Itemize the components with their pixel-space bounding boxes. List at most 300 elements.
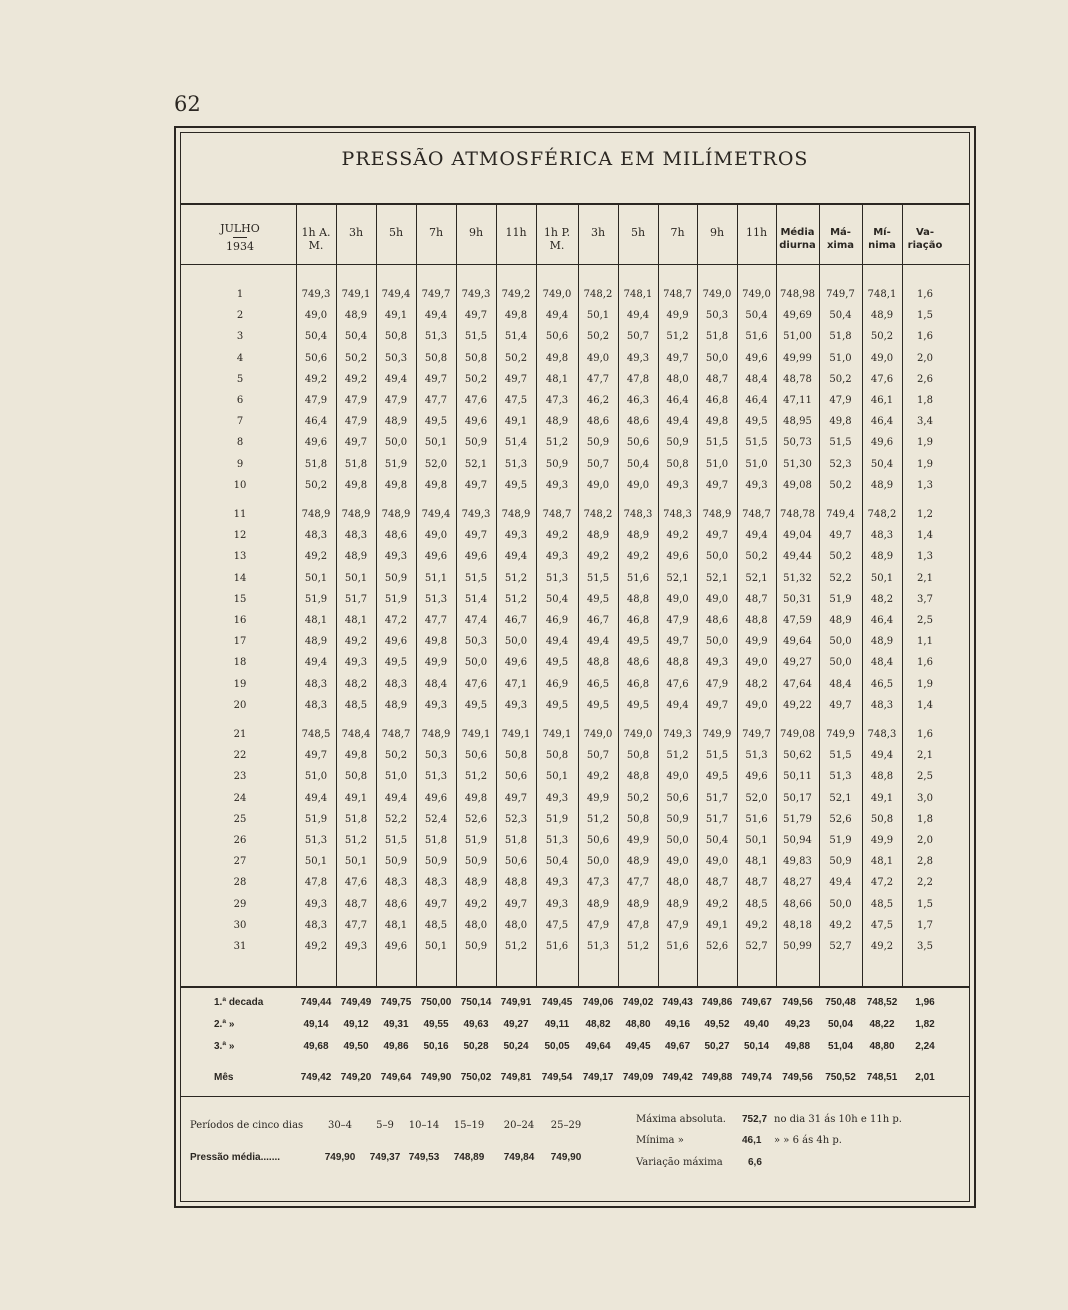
table-cell: 49,22 (783, 699, 812, 711)
table-cell: 47,9 (586, 919, 610, 931)
table-cell: 48,6 (705, 615, 729, 626)
table-cell: 49,4 (586, 636, 610, 648)
summary-label: 2.ª » (214, 1019, 235, 1030)
table-cell: 49,3 (384, 551, 408, 563)
summary-cell: 749,45 (541, 997, 573, 1008)
table-cell: 49,27 (783, 657, 812, 669)
table-cell: 50,31 (783, 593, 812, 605)
table-cell: 50,8 (666, 458, 689, 470)
summary-cell: 1,96 (915, 997, 935, 1008)
table-cell: 47,8 (626, 919, 650, 931)
table-cell: 50,4 (705, 835, 729, 846)
table-cell: 749,1 (501, 729, 531, 740)
summary-cell: 48,80 (869, 1041, 895, 1052)
table-cell: 48,6 (586, 416, 610, 428)
period-range: 15–19 (453, 1120, 485, 1131)
summary-cell: 749,81 (500, 1072, 532, 1083)
table-cell: 51,6 (666, 941, 689, 952)
table-cell: 50,0 (504, 636, 528, 648)
table-cell: 50,1 (344, 856, 368, 868)
summary-cell: 49,12 (343, 1019, 369, 1030)
table-cell: 2,5 (917, 615, 933, 626)
table-cell: 50,6 (504, 856, 528, 868)
table-cell: 47,9 (304, 395, 328, 406)
table-cell: 1,4 (917, 699, 933, 711)
table-cell: 48,5 (870, 898, 894, 910)
table-cell: 49,7 (504, 373, 528, 385)
table-cell: 51,4 (464, 593, 488, 605)
table-cell: 748,2 (583, 289, 613, 300)
day-label: 30 (233, 919, 247, 931)
table-cell: 51,3 (424, 331, 448, 343)
table-cell: 48,3 (344, 530, 368, 542)
table-cell: 49,5 (545, 699, 569, 711)
table-cell: 749,3 (461, 509, 491, 520)
table-cell: 49,0 (304, 310, 328, 322)
day-label: 12 (233, 530, 247, 542)
table-cell: 51,0 (829, 352, 852, 364)
column-header: Média diurna (779, 227, 816, 251)
table-cell: 50,6 (666, 792, 689, 804)
table-cell: 749,0 (583, 729, 613, 740)
table-cell: 49,7 (424, 898, 448, 910)
table-cell: 49,2 (545, 530, 569, 542)
table-cell: 49,1 (870, 792, 894, 804)
table-cell: 51,9 (384, 458, 408, 470)
table-cell: 1,3 (917, 479, 933, 491)
table-cell: 50,6 (304, 352, 328, 364)
day-label: 18 (233, 657, 247, 669)
table-cell: 50,9 (464, 856, 488, 868)
table-cell: 47,5 (545, 919, 569, 931)
table-cell: 50,9 (586, 437, 610, 449)
table-cell: 749,3 (461, 289, 491, 300)
table-cell: 49,3 (545, 792, 569, 804)
table-cell: 48,5 (745, 898, 768, 910)
table-cell: 49,83 (783, 856, 812, 868)
table-cell: 51,3 (829, 771, 852, 783)
table-cell: 47,7 (424, 395, 448, 406)
table-cell: 51,5 (586, 572, 610, 584)
table-cell: 46,4 (870, 416, 894, 428)
table-cell: 48,6 (384, 898, 408, 910)
min-value: 46,1 (742, 1135, 762, 1146)
summary-cell: 749,91 (500, 997, 532, 1008)
table-cell: 49,5 (545, 657, 569, 669)
table-cell: 48,8 (586, 657, 610, 669)
summary-cell: 49,40 (743, 1019, 770, 1030)
table-cell: 49,7 (666, 352, 689, 364)
table-cell: 49,2 (829, 919, 852, 931)
summary-cell: 50,24 (503, 1041, 529, 1052)
table-cell: 48,3 (384, 678, 408, 690)
table-cell: 49,6 (384, 636, 408, 648)
table-cell: 48,1 (384, 919, 408, 931)
table-cell: 46,9 (545, 615, 569, 626)
table-cell: 50,8 (464, 352, 488, 364)
column-header: 5h (630, 226, 646, 239)
table-cell: 49,0 (745, 657, 768, 669)
table-cell: 1,5 (917, 310, 933, 322)
summary-cell: 49,45 (625, 1041, 651, 1052)
table-cell: 50,1 (545, 771, 569, 783)
column-header: 3h (348, 226, 364, 239)
table-cell: 49,7 (424, 373, 448, 385)
table-cell: 49,5 (504, 479, 528, 491)
summary-cell: 50,27 (704, 1041, 730, 1052)
table-cell: 3,4 (917, 416, 933, 428)
table-cell: 749,4 (421, 509, 451, 520)
table-cell: 50,8 (424, 352, 448, 364)
summary-cell: 50,14 (743, 1041, 770, 1052)
table-cell: 3,7 (917, 593, 933, 605)
table-cell: 749,0 (623, 729, 653, 740)
table-cell: 50,0 (829, 657, 852, 669)
table-cell: 46,7 (586, 615, 610, 626)
table-cell: 50,0 (586, 856, 610, 868)
summary-cell: 749,43 (662, 997, 693, 1008)
table-cell: 49,4 (666, 416, 689, 428)
table-cell: 1,3 (917, 551, 933, 563)
summary-cell: 50,28 (463, 1041, 489, 1052)
table-cell: 49,2 (586, 771, 610, 783)
table-cell: 49,6 (424, 792, 448, 804)
table-cell: 49,0 (705, 593, 729, 605)
day-label: 25 (233, 813, 247, 825)
table-cell: 49,7 (304, 750, 328, 762)
table-cell: 47,5 (504, 395, 528, 406)
table-cell: 51,0 (705, 458, 729, 470)
summary-cell: 749,75 (380, 997, 412, 1008)
table-cell: 50,6 (586, 835, 610, 846)
column-header: Mí- nima (868, 227, 896, 251)
table-cell: 2,0 (917, 835, 933, 846)
pressure-value: 749,84 (503, 1152, 535, 1163)
table-cell: 49,0 (705, 856, 729, 868)
summary-cell: 49,88 (784, 1041, 811, 1052)
table-cell: 2,2 (917, 877, 933, 889)
table-cell: 51,8 (304, 458, 328, 470)
table-cell: 49,08 (783, 479, 812, 491)
day-label: 20 (233, 699, 247, 711)
table-cell: 52,1 (745, 572, 768, 584)
summary-cell: 48,80 (625, 1019, 651, 1030)
column-header: 3h (590, 226, 606, 239)
table-cell: 748,98 (780, 289, 815, 300)
table-cell: 50,94 (783, 835, 812, 846)
day-label: 7 (236, 416, 244, 428)
table-cell: 48,4 (870, 657, 894, 669)
table-cell: 51,5 (464, 572, 488, 584)
day-label: 21 (233, 729, 247, 740)
table-cell: 49,5 (384, 657, 408, 669)
table-cell: 49,9 (870, 835, 894, 846)
table-cell: 48,8 (870, 771, 894, 783)
summary-cell: 750,52 (825, 1072, 856, 1083)
table-cell: 51,8 (344, 458, 368, 470)
table-cell: 50,3 (464, 636, 488, 648)
table-cell: 51,9 (384, 593, 408, 605)
table-cell: 50,9 (424, 856, 448, 868)
table-cell: 50,4 (344, 331, 368, 343)
table-cell: 51,4 (504, 437, 528, 449)
table-cell: 49,4 (384, 792, 408, 804)
table-cell: 47,3 (545, 395, 569, 406)
table-cell: 49,4 (424, 310, 448, 322)
table-cell: 49,3 (705, 657, 729, 669)
table-cell: 50,4 (545, 593, 569, 605)
table-cell: 48,18 (783, 919, 812, 931)
summary-label: Mês (214, 1072, 234, 1083)
table-cell: 46,3 (626, 395, 650, 406)
table-cell: 51,8 (424, 835, 448, 846)
summary-cell: 49,27 (503, 1019, 529, 1030)
table-cell: 52,1 (666, 572, 689, 584)
table-cell: 50,2 (626, 792, 650, 804)
summary-cell: 749,56 (782, 997, 813, 1008)
table-cell: 49,7 (464, 479, 488, 491)
summary-cell: 749,09 (622, 1072, 654, 1083)
table-cell: 50,0 (464, 657, 488, 669)
table-cell: 49,6 (464, 416, 488, 428)
table-cell: 51,2 (344, 835, 368, 846)
summary-cell: 749,42 (662, 1072, 693, 1083)
table-cell: 49,9 (586, 792, 610, 804)
table-cell: 50,9 (464, 437, 488, 449)
table-cell: 48,1 (745, 856, 768, 868)
table-cell: 50,3 (705, 310, 729, 322)
table-cell: 49,69 (783, 310, 812, 322)
column-header: 9h (709, 226, 725, 239)
table-cell: 50,6 (545, 331, 569, 343)
day-label: 16 (233, 615, 247, 626)
min-note: » » 6 ás 4h p. (774, 1135, 842, 1146)
table-cell: 50,1 (424, 941, 448, 952)
table-cell: 51,3 (586, 941, 610, 952)
table-cell: 46,8 (705, 395, 729, 406)
summary-cell: 49,64 (585, 1041, 611, 1052)
table-cell: 1,6 (917, 729, 933, 740)
day-label: 19 (233, 678, 247, 690)
table-cell: 48,8 (504, 877, 528, 889)
table-cell: 49,1 (705, 919, 729, 931)
table-cell: 50,2 (344, 352, 368, 364)
table-cell: 48,5 (344, 699, 368, 711)
table-cell: 49,8 (705, 416, 729, 428)
table-cell: 52,7 (745, 941, 768, 952)
table-cell: 49,6 (424, 551, 448, 563)
table-cell: 1,9 (917, 678, 933, 690)
table-cell: 48,4 (829, 678, 852, 690)
table-cell: 49,8 (829, 416, 852, 428)
table-cell: 48,0 (504, 919, 528, 931)
summary-cell: 49,16 (664, 1019, 691, 1030)
table-cell: 47,8 (304, 877, 328, 889)
table-cell: 52,1 (829, 792, 852, 804)
summary-cell: 50,04 (827, 1019, 854, 1030)
table-cell: 49,9 (626, 835, 650, 846)
table-cell: 49,44 (783, 551, 812, 563)
table-cell: 49,8 (545, 352, 569, 364)
summary-cell: 49,11 (544, 1019, 570, 1030)
table-cell: 50,1 (870, 572, 894, 584)
table-cell: 49,2 (304, 941, 328, 952)
table-cell: 51,0 (304, 771, 328, 783)
table-cell: 50,0 (705, 636, 729, 648)
table-cell: 49,3 (344, 657, 368, 669)
table-cell: 748,9 (421, 729, 451, 740)
table-cell: 50,6 (504, 771, 528, 783)
day-label: 27 (233, 856, 247, 868)
table-cell: 52,0 (745, 792, 768, 804)
table-cell: 48,3 (304, 919, 328, 931)
table-cell: 47,7 (424, 615, 448, 626)
table-cell: 48,9 (586, 530, 610, 542)
table-cell: 52,6 (705, 941, 729, 952)
table-cell: 50,2 (384, 750, 408, 762)
pressure-value: 749,90 (324, 1152, 356, 1163)
summary-cell: 749,67 (741, 997, 772, 1008)
table-cell: 48,1 (304, 615, 328, 626)
table-cell: 52,0 (424, 458, 448, 470)
page-number: 62 (174, 92, 201, 116)
table-cell: 47,9 (344, 416, 368, 428)
table-cell: 49,2 (344, 373, 368, 385)
table-cell: 48,9 (829, 615, 852, 626)
day-label: 5 (236, 373, 244, 385)
pressure-label: Pressão média....... (190, 1152, 281, 1163)
table-cell: 49,5 (626, 699, 650, 711)
table-cell: 48,1 (545, 373, 569, 385)
table-cell: 48,6 (384, 530, 408, 542)
table-cell: 51,9 (464, 835, 488, 846)
table-cell: 51,4 (504, 331, 528, 343)
table-cell: 49,3 (626, 352, 650, 364)
table-cell: 49,5 (586, 699, 610, 711)
table-cell: 48,3 (424, 877, 448, 889)
table-cell: 49,8 (424, 636, 448, 648)
summary-cell: 749,86 (701, 997, 733, 1008)
table-cell: 749,2 (501, 289, 531, 300)
table-cell: 50,4 (745, 310, 768, 322)
month-label: JULHO (220, 222, 260, 235)
summary-cell: 51,04 (827, 1041, 854, 1052)
table-cell: 48,6 (626, 657, 650, 669)
table-cell: 49,7 (705, 699, 729, 711)
table-cell: 47,6 (464, 395, 488, 406)
table-cell: 46,5 (586, 678, 610, 690)
table-cell: 49,2 (745, 919, 768, 931)
table-cell: 749,7 (421, 289, 451, 300)
table-cell: 49,4 (504, 551, 528, 563)
table-cell: 52,3 (829, 458, 852, 470)
table-cell: 51,2 (504, 941, 528, 952)
column-header: 9h (468, 226, 484, 239)
table-cell: 51,8 (504, 835, 528, 846)
table-cell: 51,2 (626, 941, 650, 952)
table-cell: 48,9 (304, 636, 328, 648)
table-cell: 51,3 (424, 593, 448, 605)
table-cell: 1,6 (917, 289, 933, 300)
table-cell: 48,9 (626, 530, 650, 542)
table-cell: 50,9 (384, 856, 408, 868)
month-divider (233, 237, 247, 238)
table-cell: 49,3 (545, 551, 569, 563)
column-header: 5h (388, 226, 404, 239)
table-cell: 49,9 (666, 310, 689, 322)
table-cell: 49,2 (464, 898, 488, 910)
table-cell: 47,64 (783, 678, 812, 690)
table-cell: 48,3 (384, 877, 408, 889)
table-cell: 51,8 (344, 813, 368, 825)
table-cell: 47,3 (586, 877, 610, 889)
table-cell: 748,7 (381, 729, 411, 740)
table-cell: 49,6 (464, 551, 488, 563)
table-cell: 48,8 (626, 593, 650, 605)
day-label: 26 (233, 835, 247, 846)
table-cell: 50,11 (783, 771, 812, 783)
table-cell: 49,3 (424, 699, 448, 711)
table-cell: 48,0 (464, 919, 488, 931)
table-cell: 50,7 (586, 750, 610, 762)
table-cell: 47,9 (384, 395, 408, 406)
table-cell: 749,7 (742, 729, 771, 740)
table-cell: 748,9 (301, 509, 331, 520)
table-cell: 49,7 (829, 530, 852, 542)
table-cell: 47,4 (464, 615, 488, 626)
table-cell: 49,0 (626, 479, 650, 491)
table-cell: 51,9 (304, 813, 328, 825)
table-cell: 49,8 (344, 750, 368, 762)
table-cell: 50,9 (666, 437, 689, 449)
table-cell: 50,2 (745, 551, 768, 563)
summary-cell: 749,88 (701, 1072, 733, 1083)
period-range: 30–4 (327, 1120, 353, 1131)
table-cell: 46,8 (626, 615, 650, 626)
table-cell: 51,2 (666, 750, 689, 762)
day-label: 15 (233, 593, 247, 605)
table-cell: 50,0 (384, 437, 408, 449)
table-cell: 50,1 (424, 437, 448, 449)
summary-cell: 48,82 (585, 1019, 611, 1030)
table-cell: 3,0 (917, 792, 933, 804)
table-cell: 49,4 (304, 792, 328, 804)
table-cell: 49,4 (626, 310, 650, 322)
year-label: 1934 (226, 240, 254, 253)
table-cell: 1,9 (917, 437, 933, 449)
summary-cell: 749,06 (582, 997, 614, 1008)
table-cell: 748,7 (542, 509, 572, 520)
table-cell: 48,8 (666, 657, 689, 669)
table-cell: 50,9 (545, 458, 569, 470)
table-cell: 51,5 (705, 437, 729, 449)
table-cell: 749,3 (301, 289, 331, 300)
table-cell: 48,3 (304, 678, 328, 690)
table-cell: 49,3 (666, 479, 689, 491)
table-cell: 50,8 (626, 750, 650, 762)
table-cell: 748,4 (341, 729, 371, 740)
table-cell: 46,5 (870, 678, 894, 690)
table-cell: 49,0 (586, 352, 610, 364)
table-cell: 48,78 (783, 373, 812, 385)
summary-cell: 749,90 (420, 1072, 452, 1083)
table-cell: 49,0 (666, 771, 689, 783)
column-header: Va- riação (907, 227, 943, 251)
table-cell: 51,3 (304, 835, 328, 846)
summary-cell: 749,02 (622, 997, 654, 1008)
summary-cell: 749,74 (741, 1072, 772, 1083)
table-cell: 51,8 (705, 331, 729, 343)
